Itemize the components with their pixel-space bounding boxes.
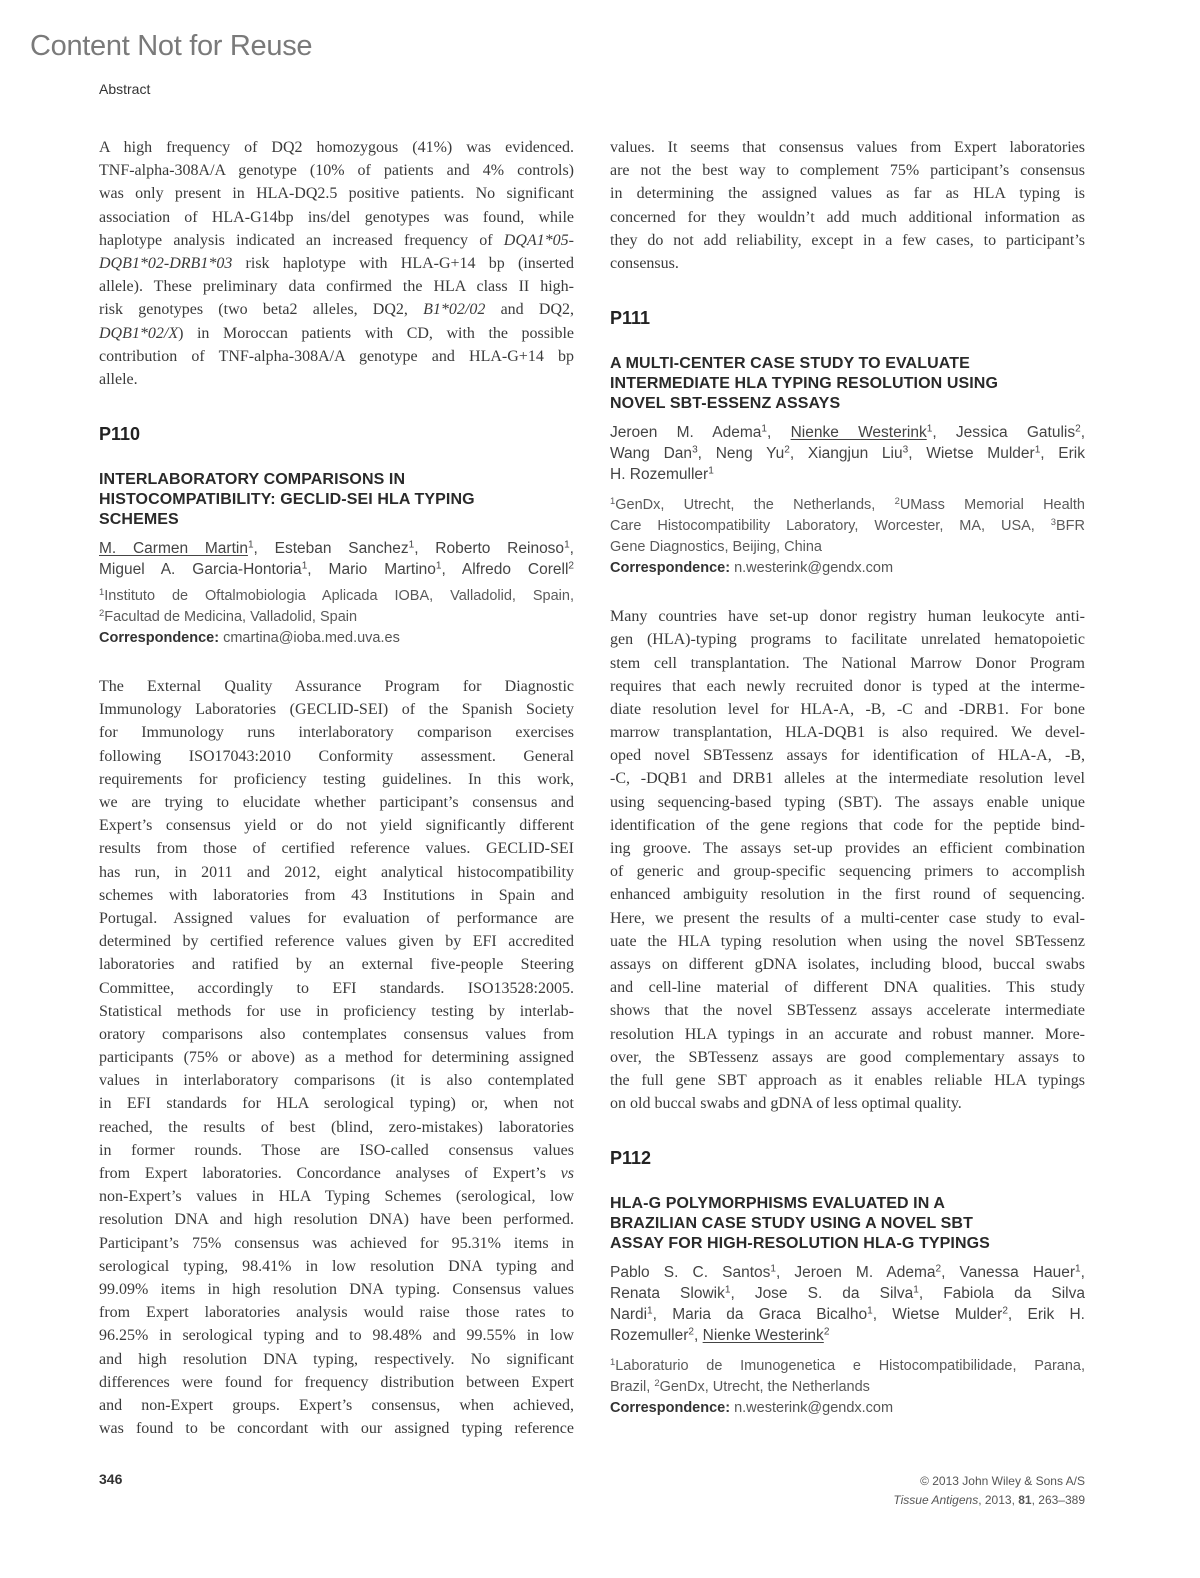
correspondence	[99, 628, 574, 649]
title-line: BRAZILIAN CASE STUDY USING A NOVEL SBT	[610, 1215, 973, 1233]
affiliation-ref: 2	[784, 444, 790, 456]
author-line: Miguel A. Garcia-Hontoria$^1$, Mario Martino$^1$, Alfredo Corell$^2$	[99, 560, 574, 579]
correspondence	[610, 558, 1085, 579]
journal-year: 2013,	[984, 1493, 1015, 1507]
author-line: Wang Dan$^3$, Neng Yu$^2$, Xiangjun Liu$^3$, Wietse Mulder$^1$, Erik	[610, 444, 1085, 463]
title-line: INTERMEDIATE HLA TYPING RESOLUTION USING	[610, 375, 999, 393]
copyright: © 2013 John Wiley & Sons A/S	[920, 1474, 1085, 1488]
text-line: differences were found for frequency distribution between Expert	[99, 1373, 574, 1391]
journal-citation: Tissue Antigens, 2013, 81, 263–389	[893, 1493, 1085, 1507]
text-line: the full gene SBT approach as it enables reliable HLA typings	[610, 1071, 1085, 1089]
text-line	[99, 298, 574, 321]
author: Pablo S. C. Santos	[610, 1264, 771, 1282]
text-line: Participant’s 75% consensus was achieved for 95.31% items in	[99, 1234, 574, 1252]
text-line: was found to be concordant with our assigned typing reference	[99, 1420, 574, 1438]
text-line: marrow transplantation, HLA-DQB1 is also required. We devel-	[610, 724, 1085, 742]
affiliations	[610, 1356, 1085, 1398]
title-line: HLA-G POLYMORPHISMS EVALUATED IN A	[610, 1195, 945, 1213]
text-line	[99, 1162, 574, 1185]
affiliation-line	[99, 607, 574, 628]
text-fragment: risk genotypes (two beta2 alleles, DQ2,	[99, 301, 424, 319]
text-line	[99, 252, 574, 275]
author: Xiangjun Liu	[807, 445, 903, 463]
text-line: using sequencing-based typing (SBT). The assays enable unique	[610, 793, 1085, 811]
text-line: Immunology Laboratories (GECLID-SEI) of the Spanish Society	[99, 701, 574, 719]
text-line: uate the HLA typing resolution when using the novel SBTessenz	[610, 932, 1085, 950]
text-line: following ISO17043:2010 Conformity assessment. General	[99, 747, 574, 765]
text-line: over, the SBTessenz assays are good complementary assays to	[610, 1048, 1085, 1066]
author: Jose S. da Silva	[754, 1285, 914, 1303]
affiliation-ref: 1	[1034, 444, 1041, 456]
text-line: Statistical methods for use in proficiency testing by interlab-	[99, 1002, 574, 1020]
text-line: 99.09% items in high resolution DNA typing. Consensus values	[99, 1280, 574, 1298]
journal-volume: 81	[1018, 1493, 1032, 1507]
abstract-title	[610, 354, 1085, 414]
affiliation-ref: 3	[902, 444, 909, 456]
author: Alfredo Corell	[461, 561, 569, 579]
author: H. Rozemuller	[610, 466, 709, 484]
affiliation-ref: 2	[1075, 423, 1081, 435]
running-head: Abstract	[99, 81, 151, 97]
author: Wang Dan	[610, 445, 693, 463]
text-line: we are trying to elucidate whether participant’s consensus and	[99, 794, 574, 811]
text-line: gen (HLA)-typing programs to facilitate unrelated hematopoietic	[610, 631, 1085, 649]
text-line: has run, in 2011 and 2012, eight analytical histocompatibility	[99, 863, 574, 881]
text-line: The External Quality Assurance Program for Diagnostic	[99, 678, 574, 696]
author: Jeroen M. Adema	[610, 424, 762, 442]
affiliation-ref: 1	[564, 539, 570, 551]
author: Vanessa Hauer	[959, 1264, 1076, 1282]
text-line: in former rounds. Those are ISO-called consensus values	[99, 1141, 574, 1159]
author-list	[610, 1262, 1085, 1346]
text-fragment: from Expert laboratories. Concordance analyses of Expert’s	[99, 1165, 561, 1182]
affiliation-number: 1	[99, 585, 105, 597]
author: Renata Slowik	[610, 1285, 725, 1303]
text-line: and cell-line material of different DNA qualities. This study	[610, 979, 1085, 997]
author: Nardi	[610, 1306, 648, 1324]
presenting-author: Nienke Westerink	[790, 424, 927, 442]
affiliation-text: Laboraturio de Imunogenetica e Histocompatibilidade, Parana,	[615, 1358, 1085, 1375]
text-line: contribution of TNF-alpha-308A/A genotype and HLA-G+14 bp	[99, 347, 574, 365]
text-line: oratory comparisons also contemplates consensus values from	[99, 1025, 574, 1043]
affiliation-number: 2	[654, 1377, 660, 1389]
author-line: Nardi$^1$, Maria da Graca Bicalho$^1$, Wietse Mulder$^2$, Erik H.	[610, 1305, 1085, 1324]
affiliation-ref: 1	[708, 465, 714, 477]
affiliation-ref: 1	[1075, 1263, 1081, 1275]
author: Jessica Gatulis	[955, 424, 1076, 442]
affiliation-ref: 1	[647, 1305, 653, 1317]
text-line: identification of the gene regions that code for the peptide bind-	[610, 816, 1085, 834]
text-line: serological typing, 98.41% in low resolution DNA typing and	[99, 1257, 574, 1275]
correspondence	[610, 1398, 1085, 1419]
continued-abstract-text	[610, 136, 1085, 275]
affiliation-text: Care Histocompatibility Laboratory, Worcester, MA, USA,	[610, 518, 1035, 535]
allele-name: DQA1*05-	[503, 231, 574, 249]
correspondence-email[interactable]: n.westerink@gendx.com	[734, 560, 894, 577]
abstract-id: P112	[610, 1148, 652, 1169]
affiliation-line	[99, 586, 574, 607]
text-line: for Immunology runs interlaboratory comparison exercises	[99, 724, 574, 742]
text-line	[99, 229, 574, 252]
abstract-title	[610, 1194, 1085, 1254]
affiliation-text: GenDx, Utrecht, the Netherlands,	[615, 497, 876, 514]
affiliation-text: Instituto de Oftalmobiologia Aplicada IOBA, Valladolid, Spain,	[104, 588, 574, 605]
author: Jeroen M. Adema	[794, 1264, 936, 1282]
affiliation-ref: 1	[435, 560, 442, 572]
text-line: on old buccal swabs and gDNA of less optimal quality.	[610, 1095, 962, 1113]
affiliation-text: UMass Memorial Health	[899, 497, 1085, 514]
text-fragment: and DQ2,	[485, 301, 575, 319]
affiliation-text: Brazil,	[610, 1379, 651, 1396]
text-line: shows that the novel SBTessenz assays accelerate intermediate	[610, 1002, 1085, 1020]
text-fragment: ) in Moroccan patients with CD, with the possible	[178, 324, 574, 342]
author: Miguel A. Garcia-Hontoria	[99, 561, 302, 579]
affiliation-ref: 1	[913, 1284, 919, 1296]
title-line: A MULTI-CENTER CASE STUDY TO EVALUATE	[610, 355, 970, 373]
text-line: resolution HLA typings in an accurate and robust manner. More-	[610, 1025, 1085, 1043]
correspondence-email[interactable]: cmartina@ioba.med.uva.es	[223, 630, 400, 647]
text-line: Expert’s consensus yield or do not yield significantly different	[99, 817, 574, 835]
author: Wietse Mulder	[892, 1306, 1003, 1324]
text-line: participants (75% or above) as a method for determining assigned	[99, 1049, 574, 1067]
correspondence-label: Correspondence:	[610, 1400, 731, 1417]
journal-pages: , 263–389	[1031, 1493, 1085, 1507]
affiliation-number: 2	[894, 494, 900, 506]
author-line: Pablo S. C. Santos$^1$, Jeroen M. Adema$^2$, Vanessa Hauer$^1$,	[610, 1263, 1085, 1282]
affiliation-ref: 1	[770, 1263, 776, 1275]
text-line: Here, we present the results of a multi-center case study to eval-	[610, 909, 1085, 927]
text-line: of generic and group-specific sequencing primers to accomplish	[610, 863, 1085, 881]
affiliation-ref: 2	[823, 1326, 830, 1338]
text-line: in EFI standards for HLA serological typing) or, when not	[99, 1095, 574, 1113]
text-line: and high resolution DNA typing, respectively. No significant	[99, 1350, 574, 1368]
title-line: ASSAY FOR HIGH-RESOLUTION HLA-G TYPINGS	[610, 1235, 990, 1253]
author-line: Renata Slowik$^1$, Jose S. da Silva$^1$, Fabiola da Silva	[610, 1284, 1085, 1303]
author: Rozemuller	[610, 1327, 689, 1345]
text-line: Committee, accordingly to EFI standards. ISO13528:2005.	[99, 979, 574, 997]
text-line: they do not add reliability, except in a few cases, to participant’s	[610, 231, 1085, 249]
text-line: ing groove. The assays set-up provides an efficient combination	[610, 840, 1085, 857]
author: Fabiola da Silva	[943, 1285, 1085, 1303]
author: Roberto Reinoso	[435, 540, 565, 558]
text-line: A high frequency of DQ2 homozygous (41%) was evidenced.	[99, 139, 574, 156]
italic-term: vs	[560, 1165, 574, 1182]
continued-abstract-text	[99, 136, 574, 391]
affiliation-ref: 2	[935, 1263, 942, 1275]
text-line: laboratories and ratified by an external five-people Steering	[99, 956, 574, 974]
text-line: values. It seems that consensus values from Expert laboratories	[610, 139, 1085, 156]
text-line: are not the best way to complement 75% participant’s consensus	[610, 162, 1085, 180]
text-line: values in interlaboratory comparisons (it is also contemplated	[99, 1072, 574, 1090]
correspondence-label: Correspondence:	[610, 560, 731, 577]
affiliation-text: Facultad de Medicina, Valladolid, Spain	[104, 609, 358, 626]
affiliation-number: 3	[1050, 515, 1057, 527]
affiliation-line	[610, 516, 1085, 537]
affiliation-ref: 1	[761, 423, 767, 435]
text-fragment: haplotype analysis indicated an increased frequency of	[99, 231, 504, 249]
affiliation-line	[610, 1377, 1085, 1398]
text-line: schemes with laboratories from 43 Institutions in Spain and	[99, 886, 574, 904]
affiliation-line	[610, 537, 1085, 558]
affiliation-line	[610, 1356, 1085, 1377]
text-line: requirements for proficiency testing guidelines. In this work,	[99, 770, 574, 788]
text-line: from Expert laboratories analysis would raise those rates to	[99, 1304, 574, 1322]
affiliation-ref: 1	[724, 1284, 731, 1296]
title-line: SCHEMES	[99, 511, 179, 529]
text-line: Many countries have set-up donor registry human leukocyte anti-	[610, 608, 1085, 626]
text-line: -C, -DQB1 and DRB1 alleles at the intermediate resolution level	[610, 770, 1085, 788]
text-line: association of HLA-G14bp ins/del genotypes was found, while	[99, 208, 574, 226]
title-line: HISTOCOMPATIBILITY: GECLID-SEI HLA TYPING	[99, 491, 475, 509]
author: Maria da Graca Bicalho	[672, 1306, 868, 1324]
text-line: reached, the results of best (blind, zero-mistakes) laboratories	[99, 1118, 574, 1136]
affiliations	[610, 495, 1085, 558]
title-line: NOVEL SBT-ESSENZ ASSAYS	[610, 395, 841, 413]
author-line	[610, 464, 1085, 485]
journal-name: Tissue Antigens	[893, 1493, 979, 1507]
text-line: enhanced ambiguity resolution in the first round of sequencing.	[610, 886, 1085, 904]
text-line: oped novel SBTessenz assays for identification of HLA-A, -B,	[610, 747, 1085, 765]
affiliation-ref: 1	[301, 560, 308, 572]
affiliation-ref: 1	[867, 1305, 873, 1317]
presenting-author: M. Carmen Martin	[99, 540, 248, 558]
text-line: was only present in HLA-DQ2.5 positive patients. No significant	[99, 185, 574, 203]
text-line: consensus.	[610, 254, 679, 272]
abstract-p112	[610, 1148, 1085, 1419]
title-line: INTERLABORATORY COMPARISONS IN	[99, 471, 406, 489]
affiliation-text: BFR	[1056, 518, 1086, 535]
allele-name: B1*02/02	[423, 301, 486, 319]
correspondence-email[interactable]: n.westerink@gendx.com	[734, 1400, 894, 1417]
affiliation-number: 1	[610, 1356, 616, 1368]
affiliation-text: Gene Diagnostics, Beijing, China	[610, 539, 822, 556]
abstract-body	[99, 675, 574, 1440]
text-fragment: risk haplotype with HLA-G+14 bp (inserted	[232, 254, 574, 272]
correspondence-label: Correspondence:	[99, 630, 220, 647]
affiliation-ref: 2	[1002, 1305, 1008, 1317]
text-line: allele). These preliminary data confirmed the HLA class II high-	[99, 278, 574, 296]
right-column	[610, 136, 1085, 1419]
presenting-author: Nienke Westerink	[702, 1327, 824, 1345]
author-list	[99, 538, 574, 580]
left-column	[99, 136, 574, 1440]
abstract-id: P110	[99, 424, 141, 445]
affiliation-ref: 1	[408, 539, 415, 551]
abstract-body	[610, 605, 1085, 1115]
text-line: in determining the assigned values as far as HLA typing is	[610, 185, 1085, 203]
author-line: M. Carmen Martin$^1$, Esteban Sanchez$^1$, Roberto Reinoso$^1$,	[99, 539, 574, 558]
author: Esteban Sanchez	[274, 540, 409, 558]
affiliation-number: 1	[610, 494, 616, 506]
author: Neng Yu	[715, 445, 785, 463]
author: Mario Martino	[328, 561, 436, 579]
affiliation-number: 2	[99, 606, 105, 618]
text-line: 96.25% in serological typing and to 98.48% and 99.55% in low	[99, 1327, 574, 1345]
affiliation-ref: 1	[247, 539, 254, 551]
affiliation-ref: 2	[688, 1326, 694, 1338]
affiliation-ref: 3	[692, 444, 698, 456]
text-line: requires that each newly recruited donor is typed at the interme-	[610, 677, 1085, 695]
affiliations	[99, 586, 574, 628]
text-line: Portugal. Assigned values for evaluation of performance are	[99, 909, 574, 927]
affiliation-text: GenDx, Utrecht, the Netherlands	[659, 1379, 870, 1396]
author-line: Jeroen M. Adema$^1$, Nienke Westerink$^1$, Jessica Gatulis$^2$,	[610, 423, 1086, 442]
author-line: Rozemuller$^2$, Nienke Westerink$^2$	[610, 1326, 830, 1345]
abstract-p111	[610, 308, 1085, 1115]
watermark: Content Not for Reuse	[30, 30, 313, 62]
abstract-id: P111	[610, 308, 651, 329]
affiliation-line	[610, 495, 1085, 516]
text-line: results from those of certified reference values. GECLID-SEI	[99, 840, 574, 858]
affiliation-ref: 2	[568, 560, 574, 572]
text-line: concerned for they wouldn’t add much additional information as	[610, 208, 1085, 226]
author-list	[610, 422, 1085, 485]
page-number: 346	[99, 1471, 123, 1487]
text-line: non-Expert’s values in HLA Typing Schemes (serological, low	[99, 1188, 574, 1206]
text-line: diate resolution level for HLA-A, -B, -C and -DRB1. For bone	[610, 700, 1085, 718]
text-line: allele.	[99, 370, 138, 388]
affiliation-ref: 1	[926, 423, 933, 435]
abstract-p110	[99, 424, 574, 1440]
text-line: resolution DNA and high resolution DNA) have been performed.	[99, 1211, 574, 1229]
text-line: and non-Expert groups. Expert’s consensus, when achieved,	[99, 1396, 574, 1414]
abstract-title	[99, 470, 574, 530]
publication-info	[893, 1472, 1085, 1510]
text-line: determined by certified reference values given by EFI accredited	[99, 933, 574, 951]
text-line	[99, 322, 574, 345]
text-line: stem cell transplantation. The National Marrow Donor Program	[610, 654, 1085, 672]
text-line: assays on different gDNA isolates, including blood, buccal swabs	[610, 955, 1085, 973]
allele-name: DQB1*02/X	[99, 324, 179, 342]
text-line: TNF-alpha-308A/A genotype (10% of patients and 4% controls)	[99, 162, 574, 180]
author: Wietse Mulder	[926, 445, 1035, 463]
allele-name: DQB1*02-DRB1*03	[99, 254, 233, 272]
